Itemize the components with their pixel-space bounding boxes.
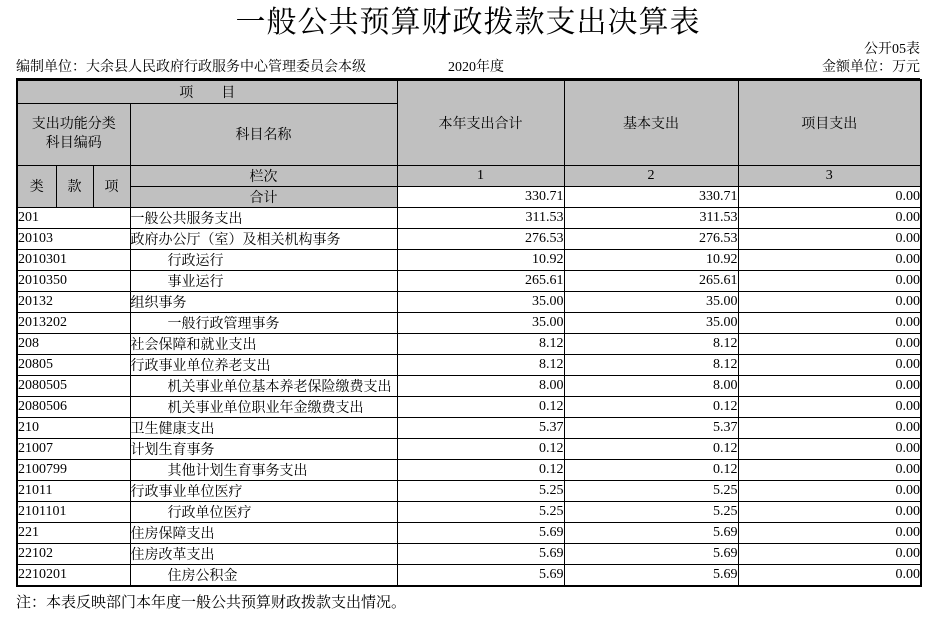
row-value: 5.69 (397, 564, 564, 586)
row-name: 行政事业单位医疗 (130, 480, 397, 501)
header-sub-xiang: 项 (93, 165, 130, 207)
row-value: 0.00 (738, 291, 921, 312)
table-row (17, 417, 921, 438)
row-code: 20132 (17, 291, 130, 312)
header-row-lanci (17, 165, 921, 186)
table-row (17, 501, 921, 522)
row-value: 265.61 (564, 270, 738, 291)
table-row (17, 312, 921, 333)
row-value: 0.00 (738, 354, 921, 375)
row-value: 10.92 (397, 249, 564, 270)
row-value: 35.00 (397, 291, 564, 312)
row-value: 5.37 (564, 417, 738, 438)
row-value: 5.69 (564, 543, 738, 564)
row-value: 0.00 (738, 396, 921, 417)
row-value: 0.12 (564, 396, 738, 417)
row-value: 5.25 (564, 501, 738, 522)
row-value: 5.69 (564, 564, 738, 586)
row-value: 10.92 (564, 249, 738, 270)
row-value: 5.69 (397, 522, 564, 543)
row-value: 35.00 (397, 312, 564, 333)
table-row (17, 522, 921, 543)
total-label: 合计 (130, 186, 397, 207)
row-value: 0.00 (738, 501, 921, 522)
row-name: 计划生育事务 (130, 438, 397, 459)
total-value: 330.71 (397, 186, 564, 207)
row-value: 5.69 (564, 522, 738, 543)
row-code: 208 (17, 333, 130, 354)
row-value: 8.00 (564, 375, 738, 396)
amount-unit: 金额单位：万元 (822, 60, 920, 75)
row-name: 行政单位医疗 (130, 501, 397, 522)
row-value: 276.53 (397, 228, 564, 249)
row-name: 行政运行 (130, 249, 397, 270)
header-col-total: 本年支出合计 (397, 80, 564, 165)
row-value: 0.00 (738, 522, 921, 543)
row-code: 20805 (17, 354, 130, 375)
row-code: 2010301 (17, 249, 130, 270)
prepared-by: 编制单位：大余县人民政府行政服务中心管理委员会本级 (16, 60, 366, 75)
table-row (17, 270, 921, 291)
row-name: 一般公共服务支出 (130, 207, 397, 228)
row-value: 5.69 (397, 543, 564, 564)
row-value: 0.00 (738, 228, 921, 249)
table-row (17, 228, 921, 249)
row-value: 0.00 (738, 207, 921, 228)
row-name: 卫生健康支出 (130, 417, 397, 438)
row-code: 20103 (17, 228, 130, 249)
row-value: 0.00 (738, 480, 921, 501)
header-subject-name: 科目名称 (130, 103, 397, 165)
table-row (17, 249, 921, 270)
row-code: 2013202 (17, 312, 130, 333)
sheet-label: 公开05表 (864, 42, 920, 57)
row-name: 社会保障和就业支出 (130, 333, 397, 354)
row-value: 8.12 (397, 354, 564, 375)
row-value: 0.00 (738, 564, 921, 586)
table-row (17, 438, 921, 459)
row-name: 住房改革支出 (130, 543, 397, 564)
row-value: 35.00 (564, 312, 738, 333)
row-value: 0.00 (738, 417, 921, 438)
row-code: 22102 (17, 543, 130, 564)
header-code-label (17, 103, 130, 165)
row-name: 一般行政管理事务 (130, 312, 397, 333)
table-row (17, 396, 921, 417)
header-col-project: 项目支出 (738, 80, 921, 165)
row-value: 5.25 (397, 501, 564, 522)
table-row (17, 354, 921, 375)
row-value: 0.12 (397, 396, 564, 417)
row-value: 5.25 (397, 480, 564, 501)
page (0, 5, 936, 624)
header-code-label-line1: 支出功能分类 (31, 117, 116, 132)
total-value: 0.00 (738, 186, 921, 207)
row-value: 276.53 (564, 228, 738, 249)
row-value: 311.53 (397, 207, 564, 228)
row-value: 0.12 (564, 438, 738, 459)
row-value: 0.00 (738, 270, 921, 291)
row-value: 8.12 (564, 333, 738, 354)
header-lanci-1: 1 (397, 165, 564, 186)
row-value: 0.00 (738, 312, 921, 333)
fiscal-year: 2020年度 (448, 60, 504, 75)
table-row (17, 207, 921, 228)
table-row (17, 564, 921, 586)
header-col-basic: 基本支出 (564, 80, 738, 165)
total-value: 330.71 (564, 186, 738, 207)
table-row (17, 333, 921, 354)
row-value: 0.00 (738, 333, 921, 354)
row-code: 201 (17, 207, 130, 228)
row-name: 行政事业单位养老支出 (130, 354, 397, 375)
row-value: 311.53 (564, 207, 738, 228)
row-value: 8.12 (564, 354, 738, 375)
page-title: 一般公共预算财政拨款支出决算表 (235, 6, 701, 39)
row-value: 0.00 (738, 459, 921, 480)
row-name: 组织事务 (130, 291, 397, 312)
row-value: 8.00 (397, 375, 564, 396)
row-value: 0.00 (738, 375, 921, 396)
row-value: 0.12 (397, 438, 564, 459)
row-code: 21011 (17, 480, 130, 501)
row-name: 住房保障支出 (130, 522, 397, 543)
row-value: 0.00 (738, 249, 921, 270)
row-name: 机关事业单位基本养老保险缴费支出 (130, 375, 397, 396)
row-value: 0.12 (564, 459, 738, 480)
row-name: 政府办公厅（室）及相关机构事务 (130, 228, 397, 249)
header-lanci-3: 3 (738, 165, 921, 186)
table-row (17, 291, 921, 312)
footnote: 注：本表反映部门本年度一般公共预算财政拨款支出情况。 (16, 594, 407, 611)
row-value: 0.12 (397, 459, 564, 480)
row-value: 0.00 (738, 438, 921, 459)
row-code: 210 (17, 417, 130, 438)
header-lanci-2: 2 (564, 165, 738, 186)
row-code: 2101101 (17, 501, 130, 522)
header-code-label-line2: 科目编码 (45, 136, 102, 151)
table-row (17, 543, 921, 564)
row-value: 265.61 (397, 270, 564, 291)
header-project: 项 目 (17, 80, 397, 103)
row-code: 2080506 (17, 396, 130, 417)
row-code: 21007 (17, 438, 130, 459)
table-body (17, 80, 921, 586)
row-code: 221 (17, 522, 130, 543)
header-row-project (17, 80, 921, 103)
header-lanci-label: 栏次 (130, 165, 397, 186)
meta-row (16, 58, 920, 79)
header-sub-lei: 类 (17, 165, 56, 207)
row-code: 2080505 (17, 375, 130, 396)
row-code: 2210201 (17, 564, 130, 586)
row-code: 2010350 (17, 270, 130, 291)
row-value: 5.37 (397, 417, 564, 438)
row-name: 事业运行 (130, 270, 397, 291)
row-value: 35.00 (564, 291, 738, 312)
row-name: 其他计划生育事务支出 (130, 459, 397, 480)
row-value: 5.25 (564, 480, 738, 501)
row-value: 8.12 (397, 333, 564, 354)
table-row (17, 480, 921, 501)
row-code: 2100799 (17, 459, 130, 480)
row-name: 机关事业单位职业年金缴费支出 (130, 396, 397, 417)
table-row (17, 375, 921, 396)
row-value: 0.00 (738, 543, 921, 564)
budget-table (16, 79, 922, 587)
header-sub-kuan: 款 (56, 165, 93, 207)
total-row (17, 186, 921, 207)
row-name: 住房公积金 (130, 564, 397, 586)
table-row (17, 459, 921, 480)
